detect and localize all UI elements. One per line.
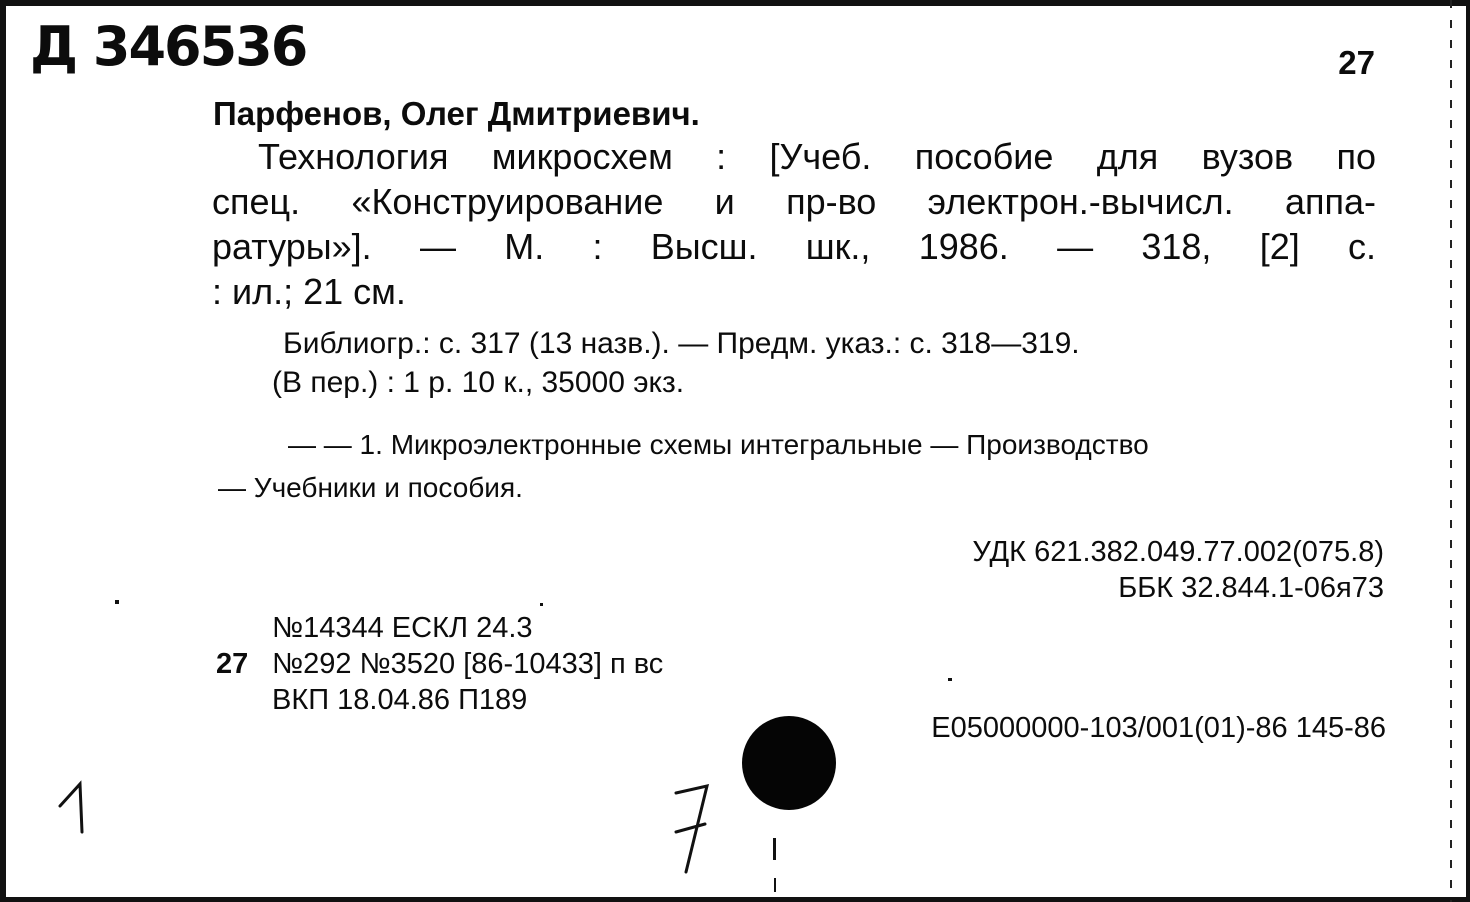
price-note: (В пер.) : 1 р. 10 к., 35000 экз.: [272, 366, 685, 399]
description-line-1: Технология микросхем : [Учеб. пособие для вузов по: [258, 136, 1376, 177]
description-line-3: ратуры»]. — М. : Высш. шк., 1986. — 318, [2] с.: [212, 226, 1376, 267]
registry-line-1: №14344 ЕСКЛ 24.3: [272, 612, 533, 644]
subject-heading-line-2: — Учебники и пособия.: [218, 472, 523, 503]
price-code: E05000000-103/001(01)-86 145-86: [931, 712, 1386, 744]
description-line-2: спец. «Конструирование и пр-во электрон.-вычисл. аппа-: [212, 181, 1376, 222]
handwritten-mark-center: [676, 786, 707, 872]
author-heading: Парфенов, Олег Дмитриевич.: [213, 95, 700, 132]
registry-line-3: ВКП 18.04.86 П189: [272, 684, 528, 716]
speck-dot: [948, 678, 952, 681]
speck-dot: [115, 600, 119, 604]
card-number: 27: [1338, 44, 1375, 81]
subject-heading-line-1: — — 1. Микроэлектронные схемы интегральные — Производство: [288, 429, 1149, 460]
registry-line-2: №292 №3520 [86-10433] п вс: [272, 648, 664, 680]
udk-code: УДК 621.382.049.77.002(075.8): [972, 536, 1384, 568]
bibliography-note: Библиогр.: с. 317 (13 назв.). — Предм. указ.: с. 318—319.: [283, 327, 1080, 360]
speck-dot: [540, 603, 543, 606]
bbk-code: ББК 32.844.1-06я73: [1118, 572, 1384, 604]
description-line-4: : ил.; 21 см.: [212, 271, 406, 312]
call-number: Д 346536: [30, 15, 307, 78]
speck-dot: [773, 838, 776, 860]
registry-card-number: 27: [216, 648, 249, 680]
speck-dot: [774, 878, 776, 892]
handwritten-mark-left: [60, 784, 82, 832]
